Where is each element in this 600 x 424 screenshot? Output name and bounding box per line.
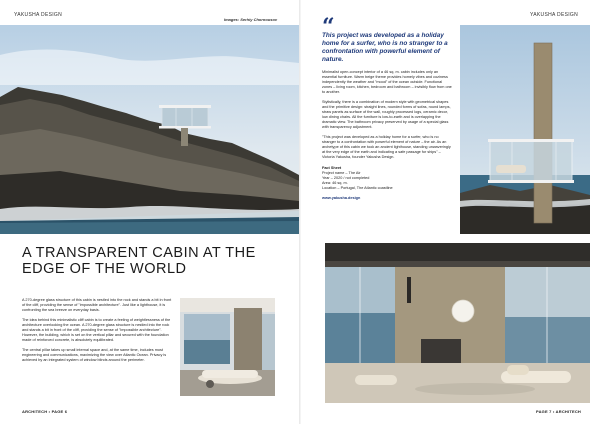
article-headline [22,245,256,277]
fact-sheet-list [322,171,452,191]
right-paragraph-2: Stylistically, there is a combination of modern style with geometrical shapes and the primitive design: straight lines, rounded forms of sofas, round lamps, straw panels as surface of the wall, roughly processed logs, ceramic decor, low dining chairs. All the furniture is low-to-earth and is overlapping the dramatic view. The bathroom privacy preserved by usage of a special glass with transparency adjustment. [322,100,451,129]
page-gutter [299,0,301,424]
left-page-header: YAKUSHA DESIGN [14,12,63,18]
left-paragraph-2: The idea behind this minimalistic cliff cabin is to create a feeling of weightlessness of the architecture overlooking the ocean. A 270-degree glass structure is nestled into the rock and stands a bit in front of the cliff, providing the sense of "impossible architecture". However, the building, which is set on the vertical pillar and secured with the foundation made of reinforced concrete, is absolutely equilibrated. [22,318,171,342]
headline-line-2: EDGE OF THE WORLD [22,261,187,277]
headline-line-1: A TRANSPARENT CABIN AT THE [22,245,256,261]
pull-quote: This project was developed as a holiday home for a surfer, who is no stranger to a confrontation with powerful element of nature. [322,32,448,63]
fact-item: Location – Portugal, The Atlantic coastline [322,186,393,190]
living-room-photo [180,298,275,396]
right-paragraph-1: Minimalist open-concept interior of a 46 sq. m. cabin includes only an essential furniture. Warm beige theme provides homely vibes and coziness independently the weather and "mood" of the ocean outside. Functional zones – living room, kitchen, bedroom and bathroom – invisibly flow from one to another. [322,70,452,94]
left-body-column [22,298,172,363]
website-link[interactable]: www.yakusha.design [322,196,361,200]
open-quote-icon: “ [322,14,335,40]
tower-cabin-photo [460,25,590,234]
photo-credit: Images: Serhiy Chornousov [224,17,278,22]
interior-panorama-photo [325,243,590,403]
right-body-column [322,70,452,201]
cliff-cabin-illustration [0,25,299,234]
right-page-header: YAKUSHA DESIGN [530,12,579,18]
left-page-footer: ARCHITECH • PAGE 6 [22,409,68,414]
cliff-cabin-photo [0,25,299,234]
left-paragraph-1: A 270-degree glass structure of this cabin is nestled into the rock and stands a bit in front of the cliff, providing the sense of "impossible architecture". Just like a lighthouse, it is confronting the sea breeze on everyday basis. [22,298,172,312]
fact-item: Project name – The Air [322,171,361,175]
tower-cabin-illustration [460,25,590,234]
fact-item: Year – 2020 / not completed [322,176,370,180]
interior-panorama-illustration [325,243,590,403]
right-page-footer: PAGE 7 • ARCHITECH [536,409,582,414]
left-paragraph-3: The central pillar takes up small internal space and, at the same time, includes most engineering and communications, maximizing the view over Atlantic Ocean. Privacy is achieved by an integrated system of window blinds around the perimeter. [22,348,167,362]
fact-sheet-title: Fact Sheet [322,166,342,170]
fact-item: Area: 46 sq. m. [322,181,348,185]
living-room-illustration [180,298,275,396]
right-paragraph-3: "This project was developed as a holiday home for a surfer, who is no stranger to a confrontation with powerful element of nature – the air. As an archetype of this cabin we took an ancient lighthouse, standing unwaveringly at the very edge of the earth and indicating a safe passage for ships" – Victoria Yakusha, founder Yakusha Design. [322,135,451,159]
